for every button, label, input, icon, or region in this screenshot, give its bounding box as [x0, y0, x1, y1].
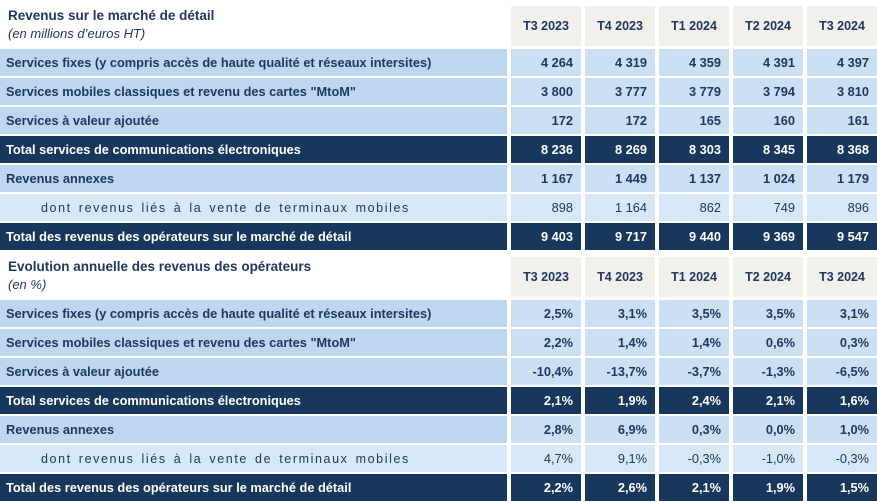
cell-value: 2,1% [511, 387, 581, 414]
cell-value: 1 137 [659, 165, 729, 192]
cell-value: 2,2% [511, 474, 581, 501]
column-header-t2-2024: T2 2024 [733, 257, 803, 297]
row-label: Revenus annexes [0, 416, 507, 443]
table-row [0, 358, 877, 385]
cell-value: 1 164 [585, 194, 655, 221]
table-title: Revenus sur le marché de détail [8, 8, 215, 23]
cell-value: 1,4% [585, 329, 655, 356]
row-label: Total des revenus des opérateurs sur le marché de détail [0, 474, 507, 501]
cell-value: -10,4% [511, 358, 581, 385]
cell-value: 4 319 [585, 49, 655, 76]
cell-value: 1 179 [807, 165, 877, 192]
cell-value: 1 167 [511, 165, 581, 192]
table-row [0, 416, 877, 443]
cell-value: 4 359 [659, 49, 729, 76]
cell-value: 0,6% [733, 329, 803, 356]
table-row-total [0, 223, 877, 250]
cell-value: -6,5% [807, 358, 877, 385]
cell-value: 160 [733, 107, 803, 134]
cell-value: 9 369 [733, 223, 803, 250]
cell-value: 9,1% [585, 445, 655, 472]
row-label: Services fixes (y compris accès de haute qualité et réseaux intersites) [0, 49, 507, 76]
cell-value: 8 303 [659, 136, 729, 163]
table-title: Evolution annuelle des revenus des opérateurs [8, 259, 312, 274]
table-row-sub [0, 445, 877, 472]
cell-value: 3 810 [807, 78, 877, 105]
cell-value: 8 269 [585, 136, 655, 163]
cell-value: -1,0% [733, 445, 803, 472]
cell-value: 4 264 [511, 49, 581, 76]
cell-value: 3,5% [733, 300, 803, 327]
row-label: Total services de communications électroniques [0, 387, 507, 414]
cell-value: 3,1% [807, 300, 877, 327]
cell-value: 1,4% [659, 329, 729, 356]
table-row-sub [0, 194, 877, 221]
table-revenus-detail [0, 6, 877, 250]
cell-value: 898 [511, 194, 581, 221]
column-header-t1-2024: T1 2024 [659, 6, 729, 46]
cell-value: 6,9% [585, 416, 655, 443]
table-header-row [0, 257, 877, 297]
table-row [0, 78, 877, 105]
cell-value: -0,3% [807, 445, 877, 472]
cell-value: 9 403 [511, 223, 581, 250]
cell-value: 8 236 [511, 136, 581, 163]
table-row-total [0, 136, 877, 163]
cell-value: 2,1% [659, 474, 729, 501]
table-evolution-annuelle [0, 257, 877, 501]
cell-value: 0,3% [807, 329, 877, 356]
cell-value: 4,7% [511, 445, 581, 472]
table-subtitle: (en millions d’euros HT) [8, 26, 146, 42]
cell-value: 2,1% [733, 387, 803, 414]
column-header-t2-2024: T2 2024 [733, 6, 803, 46]
cell-value: 3,5% [659, 300, 729, 327]
cell-value: 1,5% [807, 474, 877, 501]
cell-value: 3 779 [659, 78, 729, 105]
cell-value: 9 440 [659, 223, 729, 250]
cell-value: 8 345 [733, 136, 803, 163]
row-label: Services fixes (y compris accès de haute qualité et réseaux intersites) [0, 300, 507, 327]
cell-value: -0,3% [659, 445, 729, 472]
row-label: Services mobiles classiques et revenu des cartes "MtoM" [0, 78, 507, 105]
row-label: Total services de communications électroniques [0, 136, 507, 163]
cell-value: 1,9% [585, 387, 655, 414]
cell-value: 1,9% [733, 474, 803, 501]
cell-value: 0,0% [733, 416, 803, 443]
row-label: Services mobiles classiques et revenu des cartes "MtoM" [0, 329, 507, 356]
cell-value: 749 [733, 194, 803, 221]
cell-value: 1,6% [807, 387, 877, 414]
cell-value: 172 [511, 107, 581, 134]
cell-value: 2,4% [659, 387, 729, 414]
row-label: dont revenus liés à la vente de terminaux mobiles [0, 194, 507, 221]
cell-value: -3,7% [659, 358, 729, 385]
table-row [0, 49, 877, 76]
row-label: Revenus annexes [0, 165, 507, 192]
table-title-block [0, 6, 507, 46]
table-header-row [0, 6, 877, 46]
cell-value: 1 024 [733, 165, 803, 192]
table-row [0, 329, 877, 356]
cell-value: 9 547 [807, 223, 877, 250]
cell-value: 172 [585, 107, 655, 134]
column-header-t4-2023: T4 2023 [585, 257, 655, 297]
table-subtitle: (en %) [8, 277, 47, 293]
cell-value: 2,8% [511, 416, 581, 443]
cell-value: 0,3% [659, 416, 729, 443]
cell-value: 2,2% [511, 329, 581, 356]
table-row [0, 107, 877, 134]
cell-value: 3 800 [511, 78, 581, 105]
cell-value: 4 397 [807, 49, 877, 76]
row-label: Total des revenus des opérateurs sur le marché de détail [0, 223, 507, 250]
cell-value: 3 794 [733, 78, 803, 105]
cell-value: 862 [659, 194, 729, 221]
cell-value: 161 [807, 107, 877, 134]
column-header-t3-2023: T3 2023 [511, 257, 581, 297]
cell-value: 4 391 [733, 49, 803, 76]
cell-value: 8 368 [807, 136, 877, 163]
cell-value: 1,0% [807, 416, 877, 443]
cell-value: 2,6% [585, 474, 655, 501]
cell-value: -1,3% [733, 358, 803, 385]
table-row [0, 165, 877, 192]
table-title-block [0, 257, 507, 297]
cell-value: 1 449 [585, 165, 655, 192]
table-row-total [0, 474, 877, 501]
row-label: Services à valeur ajoutée [0, 358, 507, 385]
cell-value: 3 777 [585, 78, 655, 105]
row-label: Services à valeur ajoutée [0, 107, 507, 134]
cell-value: 896 [807, 194, 877, 221]
table-row-total [0, 387, 877, 414]
column-header-t3-2024: T3 2024 [807, 6, 877, 46]
cell-value: 9 717 [585, 223, 655, 250]
column-header-t3-2023: T3 2023 [511, 6, 581, 46]
column-header-t3-2024: T3 2024 [807, 257, 877, 297]
cell-value: -13,7% [585, 358, 655, 385]
column-header-t4-2023: T4 2023 [585, 6, 655, 46]
cell-value: 165 [659, 107, 729, 134]
table-row [0, 300, 877, 327]
cell-value: 2,5% [511, 300, 581, 327]
column-header-t1-2024: T1 2024 [659, 257, 729, 297]
cell-value: 3,1% [585, 300, 655, 327]
row-label: dont revenus liés à la vente de terminaux mobiles [0, 445, 507, 472]
